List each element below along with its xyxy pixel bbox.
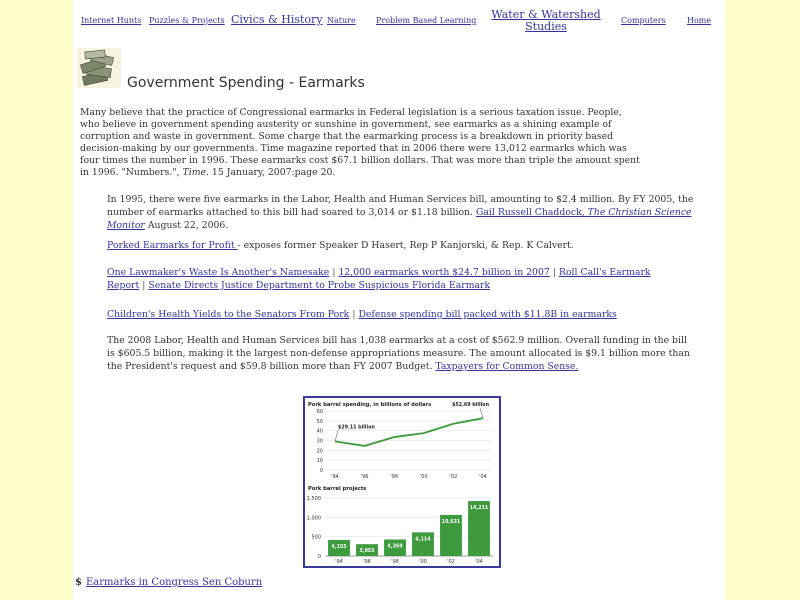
svg-text:30: 30 bbox=[316, 438, 323, 445]
intro-citation: . 15 January, 2007:page 20. bbox=[206, 167, 336, 178]
chaddock-link[interactable]: Gail Russell Chaddock, The Christian Science Monitor bbox=[107, 207, 692, 231]
svg-text:$52.69 billion: $52.69 billion bbox=[452, 403, 489, 409]
svg-text:50: 50 bbox=[316, 418, 323, 425]
para3-text: The 2008 Labor, Health and Human Services bill has 1,038 earmarks at a cost of $562.9 million. Overall funding in the bill is $605.5 billion, making it the largest non-defense appropriations measure. The amount allocated is $9.1 billion more than the President's request and $59.8 billion more than FY 2007 Budget. bbox=[107, 335, 690, 372]
intro-text: Many believe that the practice of Congressional earmarks in Federal legislation is a serious taxation issue. People, who believe in government spending austerity or sunshine in government, see earmarks as a shining example of corruption and waste in government. Some charge that the earmarking process is a breakdown in priority based decision-making by our governments. Time magazine reported that in 2006 there were 13,012 earmarks which was four times the number in 1996. These earmarks cost $67.1 billion dollars. That was more than triple the amount spent in 1996. "Numbers.", bbox=[80, 107, 640, 178]
porked-earmarks-link[interactable]: Porked Earmarks for Profit bbox=[107, 240, 238, 251]
svg-text:10,631: 10,631 bbox=[441, 519, 461, 525]
svg-text:$29.11 billion: $29.11 billion bbox=[338, 425, 375, 431]
link-lawmakers-waste[interactable]: One Lawmaker's Waste Is Another's Namesake bbox=[107, 267, 330, 278]
svg-text:0: 0 bbox=[319, 468, 323, 474]
svg-text:60: 60 bbox=[316, 409, 323, 415]
nav-home[interactable]: Home bbox=[687, 16, 712, 25]
nav-puzzles-projects[interactable]: Puzzles & Projects bbox=[149, 16, 225, 25]
para1-date: August 22, 2006. bbox=[144, 220, 229, 231]
intro-source-italic: Time bbox=[182, 167, 207, 178]
svg-text:'00: '00 bbox=[419, 559, 427, 565]
link-senate-directs-justice[interactable]: Senate Directs Justice Department to Probe Suspicious Florida Earmark bbox=[148, 280, 491, 291]
svg-text:1,500: 1,500 bbox=[306, 496, 321, 502]
svg-text:'96: '96 bbox=[363, 559, 371, 565]
svg-text:1,000: 1,000 bbox=[306, 515, 321, 522]
para1-text: In 1995, there were five earmarks in the Labor, Health and Human Services bill, amounting to $2.4 million. By FY 2005, the number of earmarks attached to this bill had soared to 3,014 or $1.18 billion. bbox=[107, 194, 694, 218]
page-header bbox=[77, 48, 477, 90]
svg-text:'02: '02 bbox=[449, 474, 458, 480]
link-roll-call-report[interactable]: Roll Call's Earmark Report bbox=[107, 267, 651, 291]
separator: | bbox=[142, 280, 146, 291]
content-area bbox=[73, 0, 725, 600]
nav-water-watershed[interactable]: Water & Watershed Studies bbox=[491, 8, 601, 33]
intro-paragraph bbox=[80, 107, 640, 179]
porked-earmarks-paragraph bbox=[107, 239, 697, 252]
svg-text:3,055: 3,055 bbox=[359, 549, 375, 555]
pork-barrel-chart bbox=[303, 396, 501, 568]
dollar-bullet-icon: $ bbox=[75, 577, 82, 588]
labor-hhs-paragraph bbox=[107, 193, 697, 232]
separator: | bbox=[352, 309, 356, 320]
svg-text:14,211: 14,211 bbox=[469, 506, 489, 512]
labor-hhs-2008-paragraph bbox=[107, 334, 697, 373]
svg-text:'98: '98 bbox=[391, 559, 399, 565]
nav-internet-hunts[interactable]: Internet Hunts bbox=[81, 16, 142, 25]
svg-text:'98: '98 bbox=[390, 474, 399, 480]
page-title: Government Spending - Earmarks bbox=[127, 75, 365, 91]
nav-computers[interactable]: Computers bbox=[621, 16, 666, 25]
svg-text:'94: '94 bbox=[335, 559, 343, 565]
svg-text:'02: '02 bbox=[447, 559, 455, 565]
link-childrens-health[interactable]: Children's Health Yields to the Senators From Pork bbox=[107, 309, 350, 320]
svg-text:0: 0 bbox=[317, 554, 321, 560]
separator: | bbox=[552, 267, 556, 278]
nav-nature[interactable]: Nature bbox=[327, 16, 356, 25]
svg-text:'96: '96 bbox=[360, 474, 369, 480]
para2-text: - exposes former Speaker D Hasert, Rep P Kanjorski, & Rep. K Calvert. bbox=[237, 240, 574, 251]
svg-text:40: 40 bbox=[316, 428, 323, 435]
top-nav bbox=[73, 10, 725, 36]
svg-text:'94: '94 bbox=[331, 474, 339, 480]
money-stack-icon bbox=[77, 48, 121, 88]
earmarks-coburn-link[interactable]: Earmarks in Congress Sen Coburn bbox=[85, 577, 263, 588]
svg-text:4,269: 4,269 bbox=[387, 544, 403, 550]
svg-text:Pork barrel spending, in billi: Pork barrel spending, in billions of dollars bbox=[308, 402, 432, 408]
taxpayers-common-sense-link[interactable]: Taxpayers for Common Sense. bbox=[435, 361, 579, 372]
links-row-1 bbox=[107, 266, 697, 292]
svg-text:Pork barrel projects: Pork barrel projects bbox=[308, 486, 367, 492]
svg-text:4,155: 4,155 bbox=[331, 544, 347, 550]
svg-text:'04: '04 bbox=[475, 559, 483, 565]
nav-civics-history[interactable]: Civics & History bbox=[231, 13, 323, 26]
svg-text:6,114: 6,114 bbox=[415, 537, 431, 543]
footer-link-row bbox=[75, 577, 262, 588]
link-defense-spending[interactable]: Defense spending bill packed with $11.8B in earmarks bbox=[358, 309, 617, 320]
links-row-2 bbox=[107, 308, 697, 321]
svg-text:20: 20 bbox=[316, 448, 323, 455]
svg-text:500: 500 bbox=[311, 534, 321, 541]
pork-barrel-chart-graphic bbox=[305, 398, 499, 566]
svg-text:10: 10 bbox=[316, 458, 323, 465]
svg-text:'04: '04 bbox=[479, 474, 487, 480]
link-12000-earmarks[interactable]: 12,000 earmarks worth $24.7 billion in 2007 bbox=[338, 267, 550, 278]
nav-problem-based-learning[interactable]: Problem Based Learning bbox=[376, 16, 477, 25]
separator: | bbox=[332, 267, 336, 278]
svg-text:'00: '00 bbox=[419, 474, 428, 480]
